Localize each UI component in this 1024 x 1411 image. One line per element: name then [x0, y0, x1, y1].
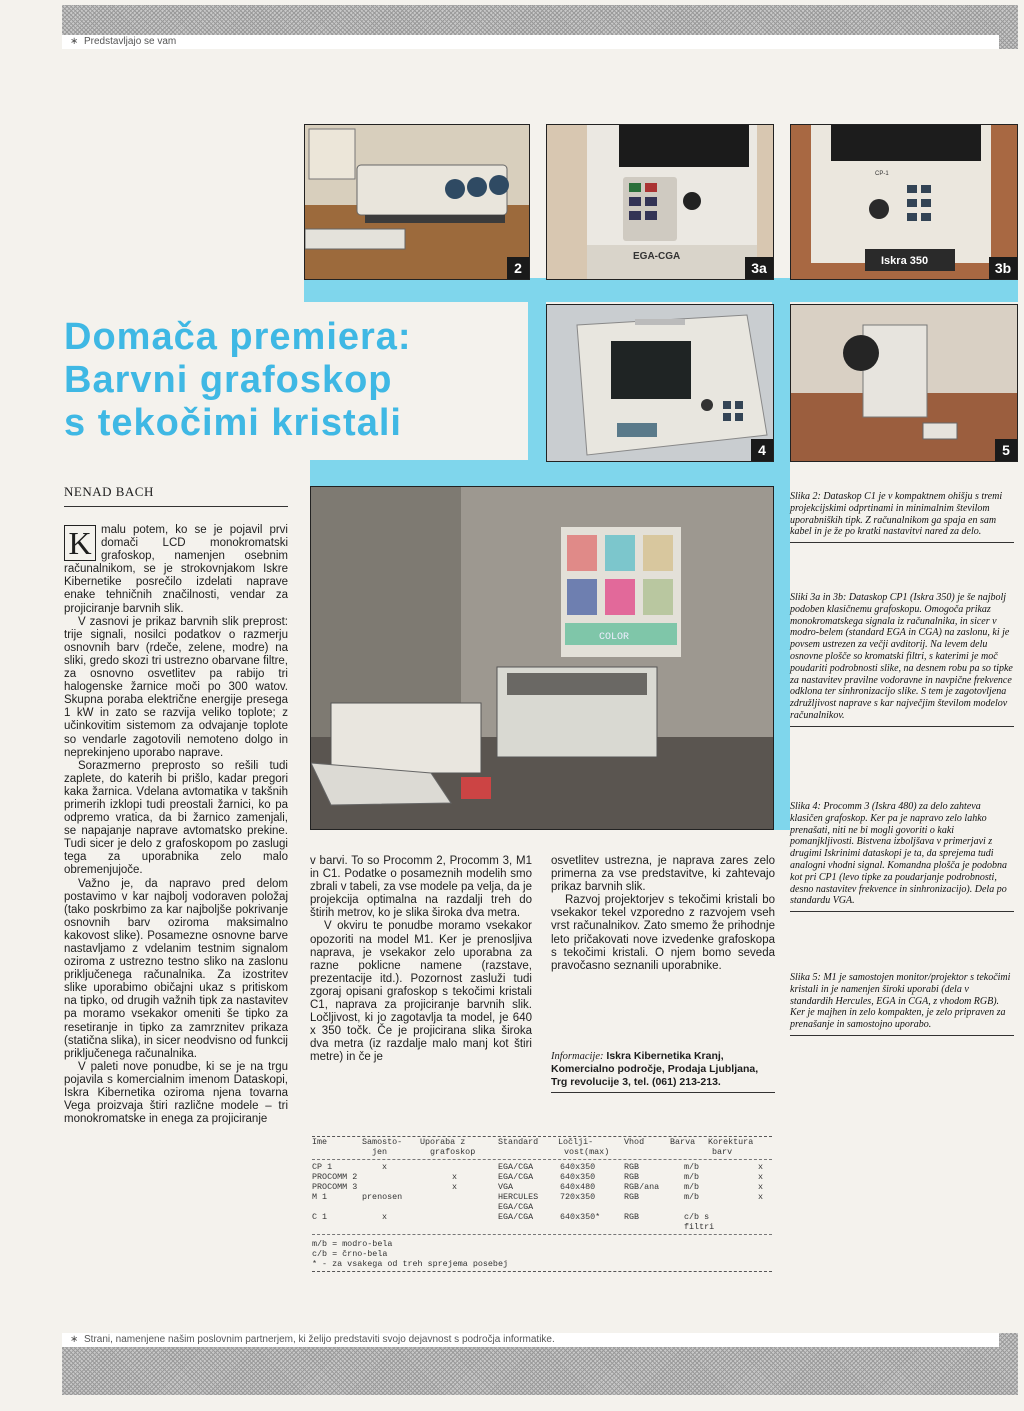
- table-cell: EGA/CGA: [498, 1212, 534, 1222]
- table-cell: C 1: [312, 1212, 328, 1222]
- table-cell: x: [452, 1172, 458, 1182]
- table-cell: 720x350: [560, 1192, 596, 1202]
- photo-4-number: 4: [751, 439, 773, 461]
- table-header-cell: Vhod: [624, 1137, 645, 1147]
- table-cell: prenosen: [362, 1192, 403, 1202]
- photo-2: [304, 124, 530, 280]
- table-row: [312, 1222, 772, 1232]
- table-cell: x: [452, 1182, 458, 1192]
- caption-photo-2: Slika 2: Dataskop C1 je v kompaktnem ohišju s tremi projekcijskimi odprtinami in minimalnim številom uporabniških tipk. Z računalnikom ga spaja en sam kabel in je že po kratki nastavitvi nared za delo.: [790, 491, 1014, 543]
- article-headline: [64, 316, 504, 445]
- photo-3b-number: 3b: [989, 257, 1017, 279]
- paragraph-8: osvetlitev ustrezna, je naprava zares zelo primerna za vse predstavitve, ki zahtevajo prikaz barvnih slik.: [551, 855, 775, 894]
- photo-3b-small-label: CP-1: [875, 171, 889, 177]
- table-cell: VGA: [498, 1182, 514, 1192]
- table-header-cell: Standard: [498, 1137, 539, 1147]
- table-cell: EGA/CGA: [498, 1162, 534, 1172]
- paragraph-4: Važno je, da napravo pred delom postavimo v kar najbolj vodoraven položaj (tako poskrbimo za kar najboljše pokrivanje osnovnih barv oziroma maksimalno kakovost slike). Posamezne osnovne barve nastavljamo z vdelanim testnim signalom oziroma z ustrezno testno sliko na zaslonu priključenega računalnika. Za izostritev slike uporabimo običajni ukaz s pritiskom na tipko, od drugih važnih tipk za nastavitev pa moramo vsekakor omeniti še tipko za resetiranje in tipko za zamrznitev prikaza (statična slika), in sicer neodvisno od funkcij priključenega računalnika.: [64, 877, 288, 1060]
- table-cell: RGB/ana: [624, 1182, 660, 1192]
- table-header-row: [312, 1137, 772, 1147]
- cyan-strip-top: [304, 278, 1018, 302]
- paragraph-2: V zasnovi je prikaz barvnih slik preprost: trije signali, nosilci podatkov o razmerju osnovnih barv (rdeče, zelene, modre) na sliki, gredo skozi tri ustrezno obarvane filtre, za osnovno osvetlitev pa rabijo tri halogenske žarnice moči po 300 watov. Skupna poraba električne energije presega 1 kW in zato se razvija veliko toplote; z učinkovitim sistemom za odvajanje toplote so vendarle zagotovili nemoteno dolgo in neprekinjeno uporabo naprave.: [64, 615, 288, 759]
- legend-item: m/b = modro-bela: [312, 1239, 393, 1249]
- table-cell: RGB: [624, 1192, 640, 1202]
- table-header-cell: Barva: [670, 1137, 696, 1147]
- table-cell: 640x350: [560, 1162, 596, 1172]
- paragraph-6: v barvi. To so Procomm 2, Procomm 3, M1 in C1. Podatke o posameznih modelih smo zbrali v tabeli, za vse modele pa velja, da je projekcija optimalna na razdalji treh do štirih metrov, ko je slika široka dva metra.: [310, 855, 532, 920]
- paragraph-9: Razvoj projektorjev s tekočimi kristali bo vsekakor tekel vzporedno z razvojem vseh vrst računalnikov. Zato smemo že prihodnje leto pričakovati nove izvedenke grafoskopa s tekočimi kristali. O njem bomo seveda pravočasno seznanili uporabnike.: [551, 894, 775, 972]
- table-cell: PROCOMM 2: [312, 1172, 358, 1182]
- paragraph-1-text: malu potem, ko se je pojavil prvi domači LCD monokromatski grafoskop, namenjen osebnim računalnikom, se je strokovnjakom Iskre Kibernetike posrečilo izdelati naprave enake tehničnih značilnosti, vendar za projiciranje barvnih slik.: [64, 524, 288, 615]
- table-cell: CP 1: [312, 1162, 333, 1172]
- table-cell: c/b s: [684, 1212, 710, 1222]
- footer-band: [62, 1333, 1018, 1395]
- table-header-cell: Korektura: [708, 1137, 754, 1147]
- table-row: [312, 1182, 772, 1192]
- m1-projector-illustration: [791, 305, 1017, 461]
- footer-star: ∗: [70, 1334, 79, 1345]
- table-separator: [312, 1159, 772, 1160]
- photo-3b-label: Iskra 350: [881, 255, 929, 267]
- contact-info-label: Informacije:: [551, 1051, 604, 1062]
- article-column-2: [310, 855, 532, 1065]
- photo-5: [790, 304, 1018, 462]
- table-cell: x: [758, 1182, 764, 1192]
- table-cell: RGB: [624, 1172, 640, 1182]
- table-cell: EGA/CGA: [498, 1202, 534, 1212]
- spec-table: [312, 1136, 772, 1272]
- contact-info-text: Iskra Kibernetika Kranj, Komercialno področje, Prodaja Ljubljana, Trg revolucije 3, tel. (061) 213-213.: [551, 1050, 759, 1088]
- table-row: [312, 1162, 772, 1172]
- table-cell: filtri: [684, 1222, 715, 1232]
- table-header-cell: Ime: [312, 1137, 328, 1147]
- section-title: Predstavljajo se vam: [84, 36, 177, 47]
- table-header-cell: grafoskop: [430, 1147, 476, 1157]
- article-column-3: [551, 855, 775, 973]
- photo-2-number: 2: [507, 257, 529, 279]
- table-cell: m/b: [684, 1182, 700, 1192]
- procomm-3-illustration: [547, 305, 773, 461]
- table-separator: [312, 1234, 772, 1235]
- header-band: [62, 5, 1018, 49]
- photo-3a: [546, 124, 774, 280]
- headline-line-1: Domača premiera:: [64, 316, 412, 358]
- projected-screen-label: COLOR: [599, 632, 630, 643]
- table-cell: 640x350: [560, 1172, 596, 1182]
- table-header-cell: jen: [372, 1147, 388, 1157]
- paragraph-5: V paleti nove ponudbe, ki se je na trgu pojavila s komercialnim imenom Dataskopi, Iskra Kibernetika oziroma njena tovarna Vega proizvaja štiri različne modele – tri monokromatske in enega za projiciranje: [64, 1060, 288, 1126]
- paragraph-3: Sorazmerno preprosto so rešili tudi zaplete, do katerih bi prišlo, kadar pregori kaka žarnica. Vdelana avtomatika v takšnih primerih izklopi tudi preostali žarnici, ko pa odpremo vratica, da bi žarnico zamenjali, se napajanje naprave avtomatsko prekine. Tudi sicer je delo z grafoskopom po zaslugi tega za uporabnika zelo malo obremenjujoče.: [64, 759, 288, 877]
- table-legend: [312, 1237, 772, 1271]
- paragraph-1: [64, 524, 288, 616]
- caption-photo-3: Sliki 3a in 3b: Dataskop CP1 (Iskra 350) je še najbolj podoben klasičnemu grafoskopu. Omogoča prikaz monokromatskega signala iz računalnika, in sicer v modro-belem (standard EGA in CGA) na zaslonu, ki je povsem ustrezen za večji avditorij. Na levem delu osnovne plošče so kromatski filtri, s katerimi je moč poudariti podrobnosti slike, na desnem robu pa so tipke za nastavitev pravilne vodoravne in navpične frekvence odklona ter sinhronizacijo slike. S tem je zagotovljena združljivost naprave s kar največjim številom modelov računalnikov.: [790, 592, 1014, 727]
- caption-photo-4: Slika 4: Procomm 3 (Iskra 480) za delo zahteva klasičen grafoskop. Ker pa je napravo zelo lahko prenašati, niti ne bi mogli govoriti o kaki pomanjkljivosti. Bistvena izboljšava v primerjavi z drugimi Iskrinimi dataskopi je ta, da sprejema tudi analogni vhodni signal. Komandna plošča je podobna kot pri CP1 (levo tipke za poudarjanje podrobnosti, desno nastavitev frekvence in sinhronizacijo). Dela po standardu VGA.: [790, 801, 1014, 912]
- legend-item: c/b = črno-bela: [312, 1249, 388, 1259]
- color-projection-setup-illustration: [311, 487, 773, 829]
- table-cell: m/b: [684, 1192, 700, 1202]
- table-cell: x: [382, 1162, 388, 1172]
- main-photo: [310, 486, 774, 830]
- footer-strip: [62, 1333, 999, 1347]
- table-header-cell: barv: [712, 1147, 733, 1157]
- cyan-strip-left: [528, 300, 546, 460]
- projector-c1-illustration: [305, 125, 529, 279]
- table-header-cell: Samosto-: [362, 1137, 403, 1147]
- table-cell: m/b: [684, 1172, 700, 1182]
- headline-line-3: s tekočimi kristali: [64, 402, 402, 444]
- cyan-strip-mid: [310, 460, 782, 486]
- caption-photo-5: Slika 5: M1 je samostojen monitor/projektor s tekočimi kristali in je namenjen široki uporabi (dela v standardih Hercules, EGA in CGA, z vhodom RGB). Ker je majhen in zelo kompakten, je zelo pripraven za prenašanje in samostojno uporabo.: [790, 972, 1014, 1036]
- table-header-cell: vost(max): [564, 1147, 610, 1157]
- table-cell: PROCOMM 3: [312, 1182, 358, 1192]
- table-cell: 640x480: [560, 1182, 596, 1192]
- paragraph-7: V okviru te ponudbe moramo vsekakor opozoriti na model M1. Ker je prenosljiva naprava, je vsekakor zelo uporabna za razne poklicne namene (razstave, prezentacije itd.). Pozornost zasluži tudi zgoraj opisani grafoskop s tekočimi kristali C1, naprava za projiciranje barvnih slik. Ločljivost, ki jo zagotavlja ta model, je 640 x 350 točk. Če je projicirana slika široka dva metra (iz razdalje malo manj kot štiri metre) in če je: [310, 920, 532, 1064]
- table-cell: EGA/CGA: [498, 1172, 534, 1182]
- table-cell: m/b: [684, 1162, 700, 1172]
- table-cell: M 1: [312, 1192, 328, 1202]
- article-column-1: [64, 524, 288, 1126]
- table-row: [312, 1192, 772, 1202]
- photo-3b: [790, 124, 1018, 280]
- table-row: [312, 1212, 772, 1222]
- header-star: ∗: [70, 36, 79, 47]
- article-author: NENAD BACH: [64, 484, 288, 507]
- table-cell: RGB: [624, 1162, 640, 1172]
- table-cell: x: [758, 1172, 764, 1182]
- table-row: [312, 1172, 772, 1182]
- table-cell: HERCULES: [498, 1192, 539, 1202]
- headline-line-2: Barvni grafoskop: [64, 359, 393, 401]
- header-strip: [62, 35, 999, 49]
- table-header-cell: Uporaba z: [420, 1137, 466, 1147]
- table-header-cell: Ločlji-: [558, 1137, 594, 1147]
- legend-item: * - za vsakega od treh sprejema posebej: [312, 1259, 509, 1269]
- footer-text: Strani, namenjene našim poslovnim partnerjem, ki želijo predstaviti svojo dejavnost s področja informatike.: [84, 1334, 555, 1345]
- photo-3a-label: EGA-CGA: [633, 251, 681, 262]
- table-cell: 640x350*: [560, 1212, 601, 1222]
- photo-4: [546, 304, 774, 462]
- table-cell: RGB: [624, 1212, 640, 1222]
- table-cell: x: [758, 1192, 764, 1202]
- contact-info: [551, 1050, 775, 1093]
- table-header-row: [312, 1147, 772, 1157]
- photo-5-number: 5: [995, 439, 1017, 461]
- cyan-strip-right: [772, 302, 790, 830]
- table-cell: x: [758, 1162, 764, 1172]
- table-cell: x: [382, 1212, 388, 1222]
- table-row: [312, 1202, 772, 1212]
- drop-cap: K: [64, 525, 96, 561]
- photo-3a-number: 3a: [745, 257, 773, 279]
